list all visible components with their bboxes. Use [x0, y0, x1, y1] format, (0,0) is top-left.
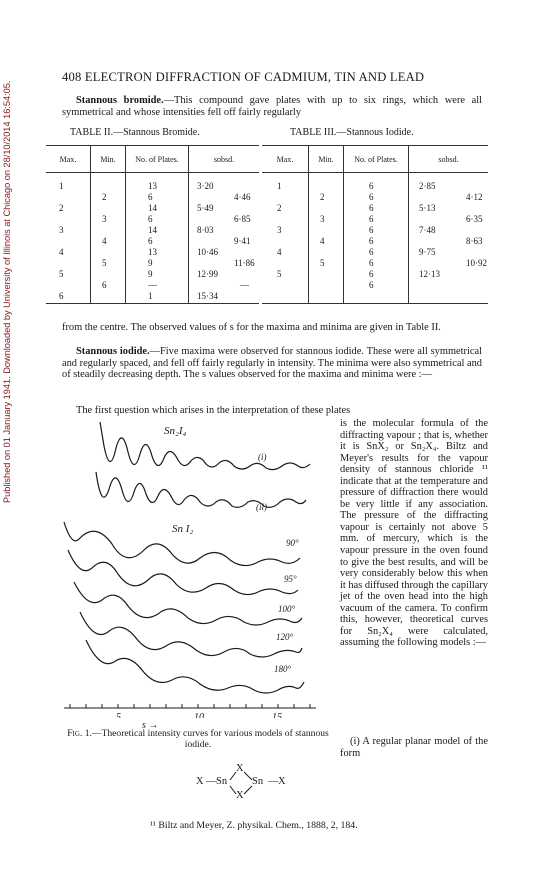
table-cell: 6 [369, 181, 374, 191]
table-cell: 6·85 [234, 214, 251, 224]
table-cell: 3 [320, 214, 325, 224]
label-angle-95: 95° [284, 574, 297, 584]
table3-col-min [309, 173, 344, 304]
table2-col-min [91, 173, 126, 304]
table-cell: 15·34 [197, 291, 218, 301]
table3-caption: TABLE III.—Stannous Iodide. [290, 127, 414, 138]
running-head [62, 70, 482, 85]
struct-x-bottom: X [236, 790, 244, 801]
table3-header-s: sobsd. [409, 146, 489, 173]
running-title: ELECTRON DIFFRACTION OF CADMIUM, TIN AND LEAD [84, 70, 425, 84]
table-cell: 11·86 [234, 258, 255, 268]
table-cell: 6 [59, 291, 64, 301]
table3-col-plates [344, 173, 409, 304]
table-cell: 2 [320, 192, 325, 202]
table-cell: 12·13 [419, 269, 440, 279]
intro-text: —This compound gave plates with up to six rings, which were all symmetrical and whose intensities fell off fairly regularly [62, 95, 482, 118]
paragraph-table-ref: from the centre. The observed values of s for the maxima and minima are given in Table II. [62, 322, 441, 333]
table-cell: 6 [369, 225, 374, 235]
table-cell: 5 [320, 258, 325, 268]
table-cell: 6 [369, 236, 374, 246]
table2-header-min: Min. [91, 146, 126, 173]
struct-dash-right: — [268, 776, 279, 787]
table3-col-max [262, 173, 309, 304]
table-cell: 2 [277, 203, 282, 213]
table-cell: 6 [369, 192, 374, 202]
paragraph-first-question: The first question which arises in the interpretation of these plates [76, 405, 351, 416]
table-cell: 2 [59, 203, 64, 213]
label-model-i: (i) [258, 452, 267, 462]
table-cell: 4·46 [234, 192, 251, 202]
table-cell: 6 [148, 192, 153, 202]
table-cell: 5·13 [419, 203, 436, 213]
table-cell: 3 [277, 225, 282, 235]
table3-header-max: Max. [262, 146, 309, 173]
struct-dash-left: — [206, 776, 217, 787]
curve-sni2-100 [74, 582, 302, 625]
table-cell: 6·35 [466, 214, 483, 224]
curve-sni2-180 [86, 640, 304, 693]
table-cell: 1 [148, 291, 153, 301]
table2-header-plates: No. of Plates. [126, 146, 189, 173]
label-sn2i4: Sn₂I₄ [164, 425, 187, 437]
label-sni2: Sn I₂ [172, 523, 194, 535]
table2-header-s: sobsd. [189, 146, 260, 173]
table-cell: 1 [277, 181, 282, 191]
table-cell: 6 [369, 258, 374, 268]
struct-x-left: X [196, 776, 204, 787]
table-cell: 4 [102, 236, 107, 246]
table-cell: 3 [59, 225, 64, 235]
table-cell: 7·48 [419, 225, 436, 235]
table-cell: 1 [59, 181, 64, 191]
table-cell: 6 [369, 247, 374, 257]
struct-x-right: X [278, 776, 286, 787]
table-cell: 2 [102, 192, 107, 202]
table-cell: 9 [148, 269, 153, 279]
figure-intensity-curves [60, 418, 332, 731]
table2-header-max: Max. [46, 146, 91, 173]
table-cell: 9·41 [234, 236, 251, 246]
table-cell: 8·03 [197, 225, 214, 235]
right-column-text: is the molecular formula of the diffracting vapour ; that is, whether it is SnX₂ or Sn₂X₄. Biltz and Meyer's results for the vapour density of stannous chloride ¹¹ indicate that at the temperature and pressure of diffraction there would be very little if any association. The pressure of the diffracting vapour is certainly not above 5 mm. of mercury, which is the vapour pressure in the oven found to give the best results, and will be very considerably below this when it has diffused through the capillary jet of the oven head into the high vacuum of the camera. To confirm this, however, theoretical curves for Sn₂X₄ were calculated, assuming the following models :— [340, 418, 488, 649]
curve-sn2i4-i [100, 422, 310, 470]
table-cell: 8·63 [466, 236, 483, 246]
label-angle-180: 180° [274, 664, 292, 674]
table-cell: 12·99 [197, 269, 218, 279]
table-cell: 4 [277, 247, 282, 257]
table-cell: 5 [59, 269, 64, 279]
table-cell: 6 [369, 214, 374, 224]
curve-sni2-95 [68, 550, 298, 595]
table-cell: 4·12 [466, 192, 483, 202]
struct-bonds [226, 766, 266, 800]
struct-sn-right: Sn [252, 776, 264, 787]
table-cell: 5 [102, 258, 107, 268]
table-stannous-iodide [262, 145, 488, 304]
label-model-ii: (ii) [256, 502, 267, 512]
table-cell: 4 [59, 247, 64, 257]
table-cell: — [240, 280, 249, 290]
table-cell: 14 [148, 225, 157, 235]
intro-paragraph [62, 95, 482, 118]
figure-caption [63, 728, 333, 750]
table-cell: 5 [277, 269, 282, 279]
struct-x-top: X [236, 763, 244, 774]
table-cell: 9·75 [419, 247, 436, 257]
footnote: ¹¹ Biltz and Meyer, Z. physikal. Chem., 1888, 2, 184. [150, 820, 358, 831]
table-cell: 6 [369, 269, 374, 279]
paragraph-stannous-iodide [62, 346, 482, 381]
table3-header-plates: No. of Plates. [344, 146, 409, 173]
table-cell: 9 [148, 258, 153, 268]
struct-sn-left: Sn [216, 776, 228, 787]
table-stannous-bromide [46, 145, 259, 304]
page-number: 408 [62, 70, 82, 84]
table3-col-s [409, 173, 489, 304]
table-cell: 10·46 [197, 247, 218, 257]
table2-caption: TABLE II.—Stannous Bromide. [70, 127, 200, 138]
axis-label-s: s → [142, 720, 159, 731]
model-description: (i) A regular planar model of the form [340, 736, 488, 759]
table-cell: 6 [369, 280, 374, 290]
curve-sni2-120 [80, 612, 302, 657]
figure-caption-text: —Theoretical intensity curves for various models of stannous iodide. [91, 728, 329, 750]
table-cell: 6 [148, 236, 153, 246]
table-cell: 4 [320, 236, 325, 246]
label-angle-100: 100° [278, 604, 296, 614]
table2-col-plates [126, 173, 189, 304]
table-cell: 6 [102, 280, 107, 290]
intro-lead: Stannous bromide. [76, 95, 164, 106]
tick-label-15: 15 [272, 712, 282, 718]
table-cell: 6 [148, 214, 153, 224]
tick-label-10: 10 [194, 712, 204, 718]
tick-label-5: 5 [116, 712, 121, 718]
intensity-curves-svg [60, 418, 332, 718]
table-cell: 13 [148, 247, 157, 257]
table-cell: 2·85 [419, 181, 436, 191]
table2-col-max [46, 173, 91, 304]
publication-watermark: Published on 01 January 1941. Downloaded by University of Illinois at Chicago on 28/10/2014 16:54:05. [2, 80, 12, 503]
curve-sn2i4-ii [96, 472, 306, 507]
table-cell: 5·49 [197, 203, 214, 213]
table-cell: 10·92 [466, 258, 487, 268]
figure-caption-lead: Fig. 1. [67, 728, 92, 739]
table-cell: 13 [148, 181, 157, 191]
para2-lead: Stannous iodide. [76, 346, 150, 357]
table-cell: 3·20 [197, 181, 214, 191]
table-cell: 14 [148, 203, 157, 213]
table-cell: 3 [102, 214, 107, 224]
para2-text: —Five maxima were observed for stannous iodide. These were all symmetrical and regularly spaced, and fell off fairly regularly in intensity. The minima were also symmetrical and of steadily decreasing depth. The s values observed for the maxima and minima were :— [62, 346, 482, 381]
table3-header-min: Min. [309, 146, 344, 173]
table2-col-s [189, 173, 260, 304]
table-cell: — [148, 280, 157, 290]
table-cell: 6 [369, 203, 374, 213]
label-angle-120: 120° [276, 632, 294, 642]
label-angle-90: 90° [286, 538, 299, 548]
